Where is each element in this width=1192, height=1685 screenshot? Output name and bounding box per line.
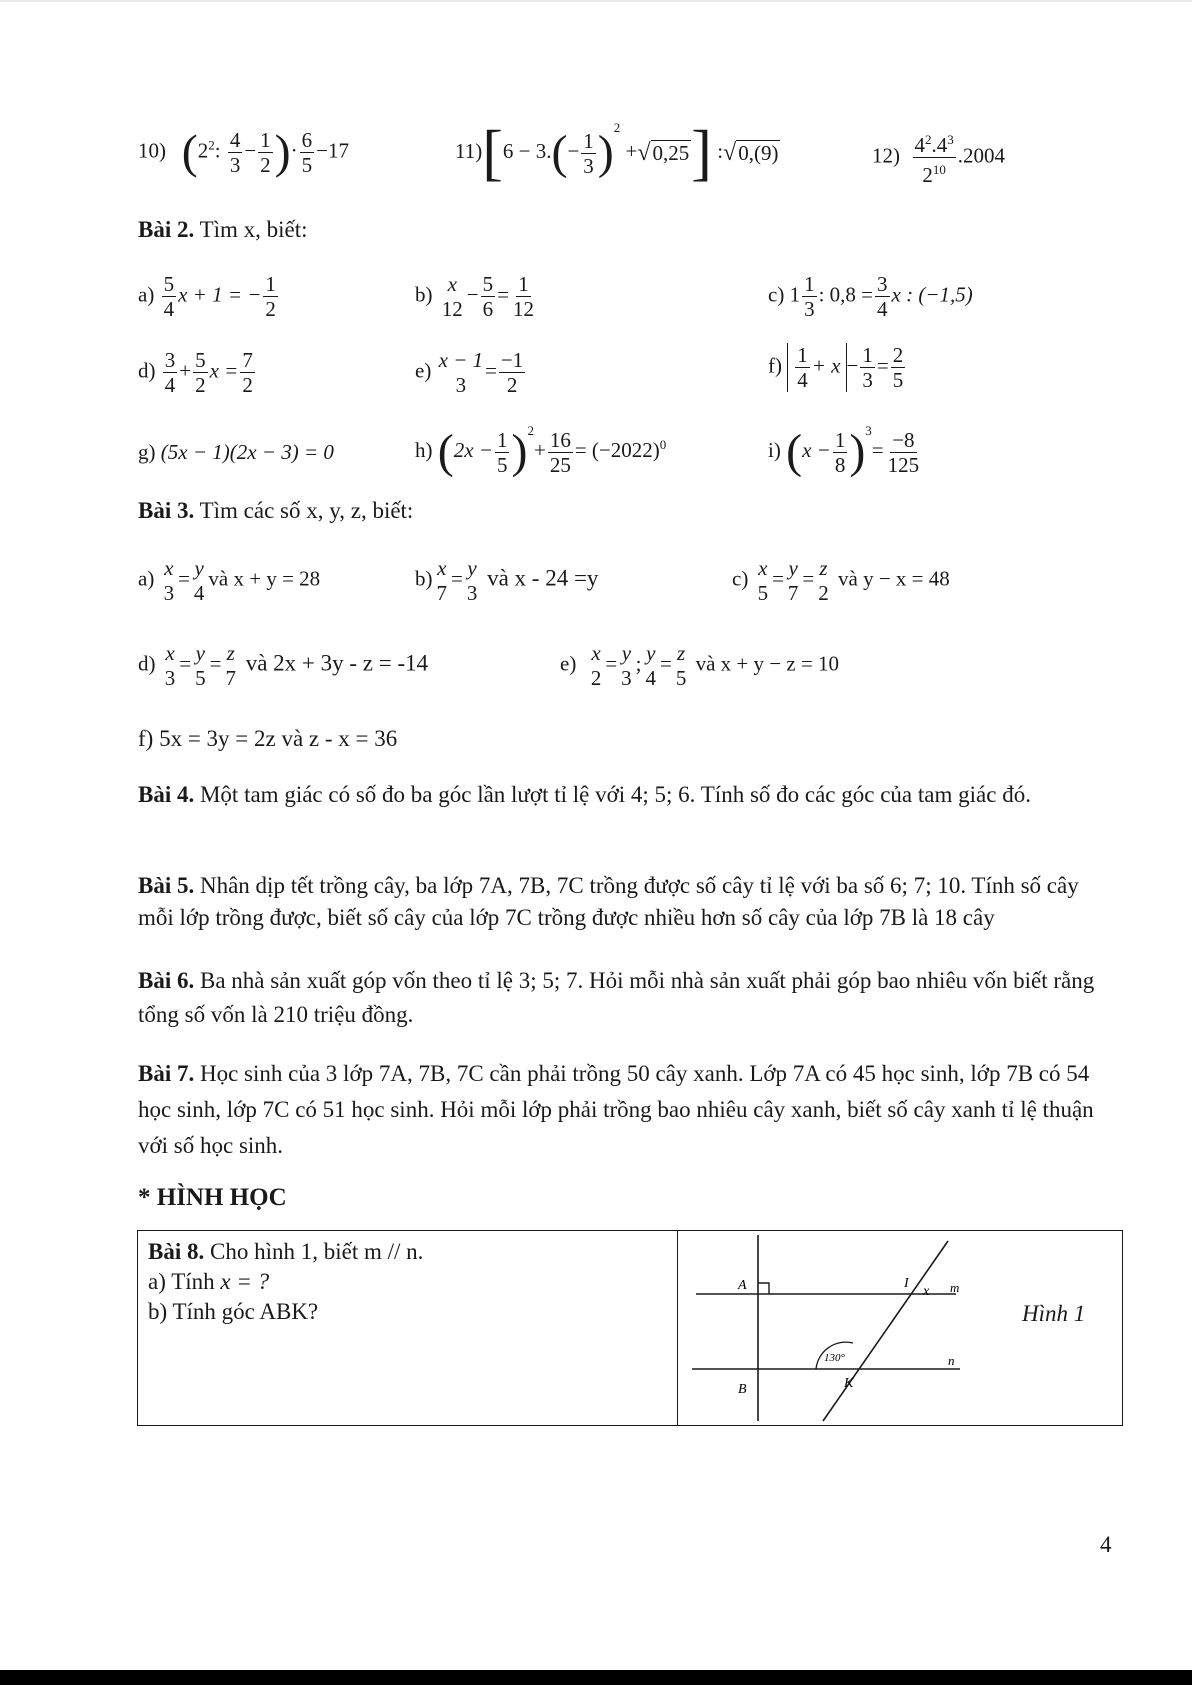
bai2-b: b) x 12 − $\frac{5}{6}$ = $\frac{1}{12}$ — [415, 272, 534, 321]
figure-caption: Hình 1 — [1022, 1301, 1086, 1326]
bai8-question-a: a) Tính x = ? — [148, 1269, 270, 1294]
label-k: K — [844, 1376, 854, 1391]
scan-edge-top — [0, 0, 1192, 2]
bai4: Bài 4. Một tam giác có số đo ba góc lần lượt tỉ lệ với 4; 5; 6. Tính số đo các góc của tam giác đó. — [138, 782, 1031, 807]
bai2-i: i) (x − $\frac{1}{8}$ )$^3$= $\frac{-8}{125}$ — [768, 423, 920, 479]
bai2-heading: Bài 2. Tìm x, biết: — [138, 217, 308, 242]
bai8-question-b: b) Tính góc ABK? — [148, 1299, 319, 1324]
label-n: n — [948, 1353, 955, 1368]
bai2-e: e) x − 1 3 = $\frac{-1}{2}$ — [415, 348, 524, 397]
bai1-item-11: 11)[6 − 3.(− $\frac{1}{3}$ )$^2$ +√0,25] :√0,(9) — [455, 119, 779, 188]
bai3-e: e) x 2 = y 3 ; y 4 = z 5 và x + y − z = 10 — [560, 641, 840, 690]
bai3-f: f) 5x = 3y = 2z và z - x = 36 — [138, 726, 398, 751]
bai3-a: a) x 3 = y 4 và x + y = 28 — [138, 556, 321, 605]
right-angle-mark — [758, 1283, 769, 1294]
bai2-c: c) 1 $\frac{1}{3}$ : 0,8 = $\frac{3}{4}$ x : (−1,5) — [768, 272, 973, 321]
label-b: B — [738, 1382, 747, 1397]
bai2-d: d) $\frac{3}{4}$ + $\frac{5}{2}$ x = $\frac{7}{2}$ — [138, 348, 253, 397]
page-number: 4 — [1100, 1532, 1112, 1557]
bai3-heading: Bài 3. Tìm các số x, y, z, biết: — [138, 498, 414, 523]
label-m: m — [950, 1280, 960, 1295]
bai1-item-10: 10) ($2^2$: $\frac{4}{3}$ − $\frac{1}{2}$ )· $\frac{6}{5}$ −17 — [138, 125, 349, 179]
label-angle-130: 130° — [824, 1352, 845, 1364]
bai2-g: g) (5x − 1)(2x − 3) = 0 — [138, 440, 334, 464]
sqrt-0-9: √0,(9) — [723, 139, 779, 166]
bai1-item-12: 12) $\frac{4^2.4^3}{2^{10}}$ .2004 — [872, 128, 1005, 187]
bai8-text-cell — [138, 1231, 678, 1426]
bai2-f: f) $\frac{1}{4}$ + x − $\frac{1}{3}$ = $\frac{2}{5}$ — [768, 343, 904, 392]
bai7: Bài 7. Học sinh của 3 lớp 7A, 7B, 7C cần phải trồng 50 cây xanh. Lớp 7A có 45 học sinh, lớp 7B có 54 học sinh, lớp 7C có 51 học sinh. Hỏi mỗi lớp phải trồng bao nhiêu cây xanh, biết số cây xanh tỉ lệ thuận với số học sinh. — [138, 1061, 1094, 1158]
sqrt-0-25: √0,25 — [637, 139, 690, 166]
bai8-statement: Bài 8. Cho hình 1, biết m // n. — [148, 1239, 424, 1264]
bai3-c: c) x 5 = y 7 = z 2 và y − x = 48 — [732, 556, 950, 605]
bai5: Bài 5. Nhân dịp tết trồng cây, ba lớp 7A, 7B, 7C trồng được số cây tỉ lệ với ba số 6; 7; 10. Tính số cây mỗi lớp trồng được, biết số cây của lớp 7C trồng được nhiều hơn số cây của lớp 7B là 18 cây — [138, 873, 1079, 930]
label-a: A — [738, 1278, 747, 1293]
hinh-hoc-heading: * HÌNH HỌC — [138, 1184, 287, 1211]
bai6: Bài 6. Ba nhà sản xuất góp vốn theo tỉ lệ 3; 5; 7. Hỏi mỗi nhà sản xuất phải góp bao nhiêu vốn biết rằng tổng số vốn là 210 triệu đồng. — [138, 968, 1095, 1027]
transversal-line — [823, 1241, 948, 1421]
bai8-table — [137, 1230, 1123, 1426]
bai3-d: d) x 3 = y 5 = z 7 và 2x + 3y - z = -14 — [138, 641, 429, 690]
figure-1-diagram — [678, 1231, 1122, 1425]
scan-edge-bottom — [0, 1670, 1192, 1685]
bai2-a: a) $\frac{5}{4}$ x + 1 = − $\frac{1}{2}$ — [138, 272, 276, 321]
label-x: x — [923, 1284, 930, 1299]
label-i: I — [904, 1276, 909, 1291]
bai2-h: h) (2x − $\frac{1}{5}$ )$^2$+ $\frac{16}{25}$ = $(-2022)^0$ — [415, 423, 667, 479]
bai3-b: b) x 7 = y 3 và x - 24 =y — [415, 556, 599, 605]
bai8-figure-cell — [678, 1231, 1123, 1426]
